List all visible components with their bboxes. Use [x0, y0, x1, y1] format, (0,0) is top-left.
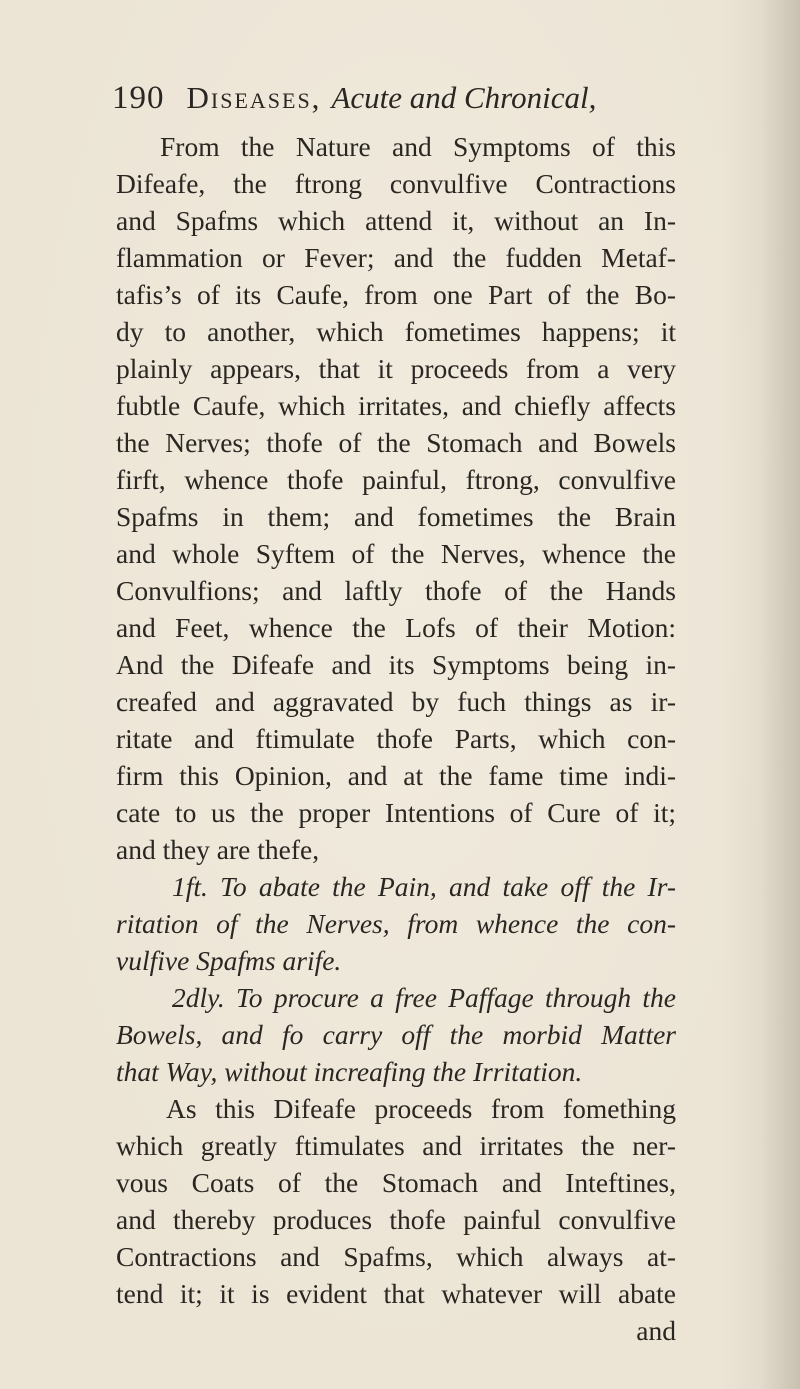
text-line: vulfive Spafms arife.: [116, 945, 342, 976]
text-line: As this Difeafe proceeds from fomething: [166, 1093, 676, 1124]
text-line: the Nerves; thofe of the Stomach and Bowels: [116, 427, 676, 458]
page-number: 190: [112, 80, 165, 116]
text-line: and whole Syftem of the Nerves, whence the: [116, 538, 676, 569]
text-line: which greatly ftimulates and irritates the ner-: [116, 1130, 676, 1161]
text-line: tafis’s of its Caufe, from one Part of the Bo-: [116, 279, 676, 310]
text-line: vous Coats of the Stomach and Inteftines,: [116, 1167, 676, 1198]
text-line: plainly appears, that it proceeds from a very: [116, 353, 676, 384]
text-line: ritate and ftimulate thofe Parts, which con-: [116, 723, 676, 754]
text-line: And the Difeafe and its Symptoms being in-: [116, 649, 676, 680]
text-line: Difeafe, the ftrong convulfive Contractions: [116, 168, 676, 199]
text-line: firft, whence thofe painful, ftrong, convulfive: [116, 464, 676, 495]
text-line: Convulfions; and laftly thofe of the Hands: [116, 575, 676, 606]
text-line: 2dly. To procure a free Paffage through the: [172, 982, 676, 1013]
text-line: firm this Opinion, and at the fame time indi-: [116, 760, 676, 791]
text-line: Bowels, and fo carry off the morbid Matter: [116, 1019, 676, 1050]
header-title-smallcaps: Diseases,: [186, 80, 322, 115]
text-line: and Feet, whence the Lofs of their Motion:: [116, 612, 676, 643]
page-edge-shadow: [760, 0, 800, 1389]
text-line: cate to us the proper Intentions of Cure of it;: [116, 797, 676, 828]
header-title-italic: Acute and Chronical,: [331, 80, 597, 115]
catchword: and: [636, 1315, 676, 1346]
text-line: and Spafms which attend it, without an In-: [116, 205, 676, 236]
text-line: Spafms in them; and fometimes the Brain: [116, 501, 676, 532]
text-line: and thereby produces thofe painful convulfive: [116, 1204, 676, 1235]
text-line: creafed and aggravated by fuch things as ir-: [116, 686, 676, 717]
text-line: 1ft. To abate the Pain, and take off the Ir-: [172, 871, 676, 902]
text-line: that Way, without increafing the Irritation.: [116, 1056, 583, 1087]
running-header: [112, 80, 672, 128]
text-line: Contractions and Spafms, which always at-: [116, 1241, 676, 1272]
text-line: From the Nature and Symptoms of this: [160, 131, 676, 162]
text-line: fubtle Caufe, which irritates, and chiefly affects: [116, 390, 676, 421]
text-line: dy to another, which fometimes happens; it: [116, 316, 676, 347]
text-line: ritation of the Nerves, from whence the con-: [116, 908, 676, 939]
body-text: [116, 128, 676, 1349]
text-line: flammation or Fever; and the fudden Metaf-: [116, 242, 676, 273]
text-line: tend it; it is evident that whatever will abate: [116, 1278, 676, 1309]
text-line: and they are thefe,: [116, 834, 320, 865]
